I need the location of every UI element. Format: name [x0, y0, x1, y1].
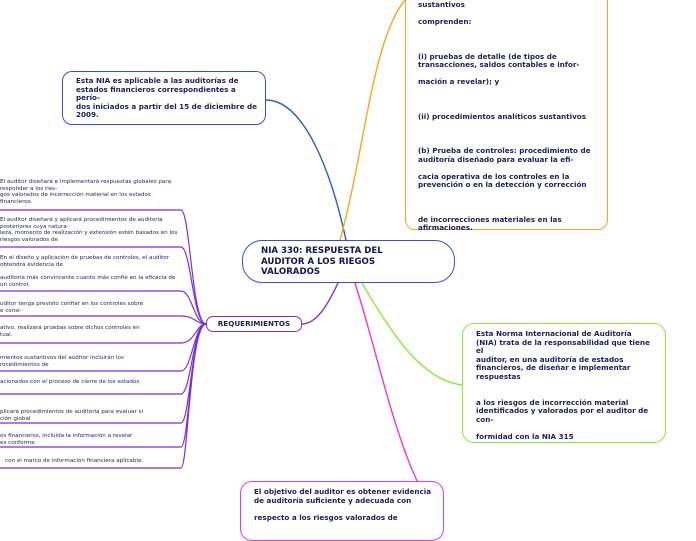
objective-box[interactable]	[240, 481, 444, 541]
req-item-9[interactable]: os financieros, incluida la información a revelar es conforme	[0, 433, 133, 446]
link-req	[302, 283, 338, 324]
link-leaf-4	[0, 316, 206, 324]
applicability-box[interactable]	[62, 71, 266, 125]
req-item-1[interactable]: El auditor diseñará e implementará respuestas globales para responder a los ries- gos valorados de incorrección material en los estados financieros.	[0, 179, 172, 206]
link-right	[362, 283, 462, 385]
req-item-2[interactable]: El auditor diseñará y aplicará procedimientos de auditoría posteriores cuya natura- leza, momento de realización y extensión estén basados en los riesgos valorados de	[0, 217, 178, 244]
requerimientos-label: REQUERIMIENTOS	[217, 319, 291, 328]
req-item-8[interactable]: plicará procedimientos de auditoría para evaluar si ción global	[0, 409, 143, 422]
definitions-box[interactable]	[405, 0, 608, 233]
req-item-6[interactable]: mientos sustantivos del auditor incluirán los rocedimientos de	[0, 355, 124, 368]
scope-text: Esta Norma Internacional de Auditoría (NIA) trata de la responsabilidad que tiene el auditor, en una auditoría de estados financieros, de diseñar e implementar respuestas a los riesgos de incorrección material identificados y valorados por el auditor de con- formidad con la NIA 315	[476, 329, 650, 442]
link-nia	[266, 100, 346, 240]
req-item-10[interactable]: con el marco de información financiera aplicable.	[5, 458, 144, 464]
scope-box[interactable]	[462, 323, 666, 443]
objective-text: El objetivo del auditor es obtener evidencia de auditoría suficiente y adecuada con respecto a los riesgos valorados de	[254, 487, 432, 522]
applicability-text: Esta NIA es aplicable a las auditorías de estados financieros correspondientes a perío- dos iniciados a partir del 15 de diciembre de 2009.	[76, 76, 257, 120]
central-topic-title: NIA 330: RESPUESTA DEL AUDITOR A LOS RIEGOS VALORADOS	[261, 246, 383, 277]
req-item-7[interactable]: acionados con el proceso de cierre de los estados	[0, 379, 140, 385]
central-topic[interactable]	[242, 240, 455, 283]
req-item-4[interactable]: uditor tenga previsto confiar en los controles sobre e consi-	[0, 301, 144, 314]
requerimientos-node[interactable]	[206, 316, 302, 332]
req-item-5[interactable]: ativo, realizará pruebas sobre dichos controles en tual.	[0, 325, 140, 338]
req-item-3[interactable]: En el diseño y aplicación de pruebas de controles, el auditor obtendrá evidencia de auditoría más convincente cuanto más confíe en la eficacia de un control.	[0, 255, 176, 288]
definitions-text: sustantivos comprenden: (i) pruebas de detalle (de tipos de transacciones, saldos contables e infor- mación a revelar); y (ii) procedimientos analíticos sustantivos (b) Prueba de controles: procedimiento de auditoría diseñado para evaluar la efi- cacia operativa de los controles en la prevención o en la detección y corrección de incorrecciones materiales en las afirmaciones.	[418, 0, 591, 233]
link-top	[340, 0, 405, 240]
